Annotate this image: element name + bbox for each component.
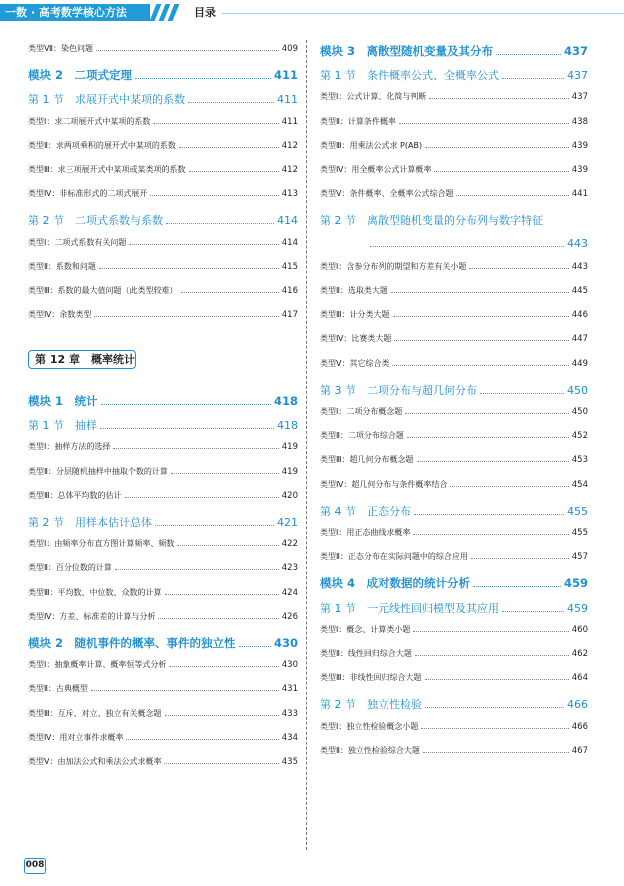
toc-entry-page: 433 xyxy=(281,708,298,719)
dot-leader xyxy=(96,45,279,51)
dot-leader xyxy=(181,287,279,293)
toc-entry-page: 415 xyxy=(281,261,298,272)
toc-entry-page: 414 xyxy=(277,214,298,228)
dot-leader xyxy=(370,239,564,247)
toc-entry-label: 第 1 节 条件概率公式、全概率公式 xyxy=(320,69,499,83)
dot-leader xyxy=(100,422,274,430)
toc-type-entry[interactable] xyxy=(28,116,298,127)
dot-leader xyxy=(417,457,569,463)
toc-entry-label: 类型Ⅲ：超几何分布概念题 xyxy=(320,455,414,465)
toc-entry-page: 455 xyxy=(567,504,588,518)
toc-entry-page: 459 xyxy=(567,601,588,615)
toc-type-entry[interactable] xyxy=(320,188,588,199)
dot-leader xyxy=(165,589,279,595)
toc-entry-page: 460 xyxy=(571,624,588,635)
toc-entry-page: 437 xyxy=(567,69,588,83)
toc-module-entry[interactable] xyxy=(320,575,588,591)
toc-entry-page: 450 xyxy=(571,407,588,417)
dot-leader xyxy=(164,758,278,764)
toc-module-entry[interactable] xyxy=(28,635,298,651)
toc-entry-label: 第 3 节 二项分布与超几何分布 xyxy=(320,383,477,397)
dot-leader xyxy=(391,287,569,293)
toc-entry-label: 第 2 节 独立性检验 xyxy=(320,698,422,712)
toc-entry-label: 类型Ⅱ：正态分布在实际问题中的综合应用 xyxy=(320,552,468,562)
dot-leader xyxy=(471,553,569,559)
toc-entry-page: 426 xyxy=(281,611,298,622)
toc-type-entry[interactable] xyxy=(320,406,588,417)
toc-entry-label: 类型Ⅰ：公式计算、化简与判断 xyxy=(320,92,427,102)
dot-leader xyxy=(434,166,568,172)
toc-entry-label: 类型Ⅱ：独立性检验综合大题 xyxy=(320,745,420,755)
toc-entry-page: 466 xyxy=(567,698,588,712)
toc-entry-page: 446 xyxy=(571,310,588,321)
toc-entry-label: 类型Ⅰ：抽象概率计算、概率恒等式分析 xyxy=(28,660,167,670)
toc-entry-label: 类型Ⅲ：平均数、中位数、众数的计算 xyxy=(28,587,162,597)
dot-leader xyxy=(115,565,279,571)
chapter-title[interactable]: 第 12 章 概率统计 xyxy=(28,350,136,369)
toc-type-entry[interactable] xyxy=(320,164,588,175)
header-rule xyxy=(222,13,624,14)
dot-leader xyxy=(423,747,569,753)
page-header xyxy=(0,0,624,28)
dot-leader xyxy=(413,529,568,535)
toc-type-entry[interactable] xyxy=(320,624,588,635)
dot-leader xyxy=(179,142,279,148)
dot-leader xyxy=(129,239,278,245)
dot-leader xyxy=(450,481,568,487)
toc-section-entry[interactable] xyxy=(28,417,298,433)
toc-entry-page: 430 xyxy=(273,636,298,650)
toc-entry-page: 454 xyxy=(571,479,588,490)
dot-leader xyxy=(502,72,564,80)
toc-entry-page: 459 xyxy=(563,576,588,591)
dot-leader xyxy=(405,408,568,414)
toc-entry-page: 431 xyxy=(281,684,298,695)
dot-leader xyxy=(101,397,271,405)
toc-type-entry[interactable] xyxy=(28,188,298,199)
dot-leader xyxy=(113,444,278,450)
toc-entry-label: 类型Ⅰ：概念、计算类小题 xyxy=(320,624,411,634)
toc-entry-page: 413 xyxy=(281,189,298,200)
toc-entry-page: 455 xyxy=(571,528,588,538)
toc-section-entry[interactable] xyxy=(320,237,588,250)
toc-type-entry[interactable] xyxy=(28,587,298,598)
toc-entry-label: 类型Ⅲ：非线性回归综合大题 xyxy=(320,673,422,683)
toc-section-title[interactable]: 第 2 节 离散型随机变量的分布列与数字特征 xyxy=(320,214,543,228)
toc-entry-page: 445 xyxy=(571,286,588,296)
toc-entry-label: 类型Ⅳ：方差、标准差的计算与分析 xyxy=(28,611,156,621)
toc-entry-label: 第 4 节 正态分布 xyxy=(320,504,411,518)
dot-leader xyxy=(239,639,271,647)
dot-leader xyxy=(94,311,278,317)
toc-type-entry[interactable] xyxy=(28,562,298,573)
toc-entry-label: 第 2 节 用样本估计总体 xyxy=(28,516,152,529)
toc-type-entry[interactable] xyxy=(320,672,588,683)
toc-type-entry[interactable] xyxy=(28,732,298,743)
toc-type-entry[interactable] xyxy=(28,43,298,54)
toc-entry-page: 441 xyxy=(571,189,588,200)
dot-leader xyxy=(421,723,568,729)
dot-leader xyxy=(502,604,564,612)
dot-leader xyxy=(125,492,279,498)
toc-entry-page: 422 xyxy=(281,539,298,550)
toc-entry-page: 418 xyxy=(277,419,298,433)
toc-entry-label: 模块 2 随机事件的概率、事件的独立性 xyxy=(28,636,236,650)
toc-label: 目录 xyxy=(194,6,216,19)
dot-leader xyxy=(425,142,569,148)
toc-entry-label: 类型Ⅱ：分层随机抽样中抽取个数的计算 xyxy=(28,466,168,476)
toc-entry-label: 类型Ⅰ：抽样方法的选择 xyxy=(28,442,111,452)
toc-type-entry[interactable] xyxy=(320,309,588,320)
toc-section-entry[interactable] xyxy=(320,382,588,398)
toc-section-entry[interactable] xyxy=(28,514,298,530)
toc-entry-label: 模块 3 离散型随机变量及其分布 xyxy=(320,44,494,58)
toc-section-entry[interactable] xyxy=(320,600,588,616)
toc-section-entry[interactable] xyxy=(320,696,588,712)
toc-entry-page: 449 xyxy=(571,358,588,369)
toc-entry-page: 467 xyxy=(571,745,588,756)
toc-type-entry[interactable] xyxy=(320,745,588,756)
toc-entry-label: 类型Ⅴ：条件概率、全概率公式综合题 xyxy=(320,189,454,199)
toc-entry-page: 437 xyxy=(563,44,588,58)
dot-leader xyxy=(414,507,564,515)
toc-type-entry[interactable] xyxy=(28,466,298,477)
dot-leader xyxy=(480,386,564,394)
toc-entry-label: 第 1 节 求展开式中某项的系数 xyxy=(28,93,185,107)
toc-entry-label: 类型Ⅳ：比赛类大题 xyxy=(320,334,392,344)
toc-entry-page: 411 xyxy=(281,116,298,127)
toc-type-entry[interactable] xyxy=(28,611,298,622)
dot-leader xyxy=(150,190,278,196)
toc-entry-label: 类型Ⅰ：二项式系数有关问题 xyxy=(28,237,127,247)
dot-leader xyxy=(188,96,274,104)
toc-entry-label: 类型Ⅳ：超几何分布与条件概率结合 xyxy=(320,479,448,489)
toc-type-entry[interactable] xyxy=(28,261,298,272)
toc-type-entry[interactable] xyxy=(320,648,588,659)
toc-type-entry[interactable] xyxy=(320,551,588,562)
toc-type-entry[interactable] xyxy=(28,490,298,501)
toc-entry-page: 453 xyxy=(571,455,588,466)
dot-leader xyxy=(393,311,569,317)
toc-type-entry[interactable] xyxy=(28,659,298,670)
toc-module-entry[interactable] xyxy=(320,43,588,59)
dot-leader xyxy=(425,674,569,680)
dot-leader xyxy=(171,468,279,474)
toc-entry-page: 438 xyxy=(571,116,588,127)
toc-entry-label: 类型Ⅰ：由频率分布直方图计算频率、频数 xyxy=(28,539,175,549)
toc-entry-label: 类型Ⅰ：二项分布概念题 xyxy=(320,407,403,416)
toc-entry-page: 419 xyxy=(281,466,298,477)
toc-entry-label: 模块 1 统计 xyxy=(28,394,98,408)
toc-entry-page: 414 xyxy=(281,237,298,248)
toc-entry-page: 439 xyxy=(571,140,588,151)
toc-section-entry[interactable] xyxy=(320,503,588,519)
toc-entry-label: 类型Ⅰ：用正态曲线求概率 xyxy=(320,528,411,537)
dot-leader xyxy=(91,686,279,692)
dot-leader xyxy=(158,613,278,619)
toc-type-entry[interactable] xyxy=(320,430,588,441)
toc-type-entry[interactable] xyxy=(28,164,298,175)
toc-section-entry[interactable] xyxy=(28,212,298,228)
toc-entry-label: 第 2 节 二项式系数与系数 xyxy=(28,214,163,228)
toc-entry-label: 类型Ⅱ：计算条件概率 xyxy=(320,116,396,126)
page-number: 008 xyxy=(24,858,46,874)
toc-module-entry[interactable] xyxy=(28,67,298,83)
dot-leader xyxy=(165,710,279,716)
toc-type-entry[interactable] xyxy=(28,683,298,694)
toc-entry-label: 类型Ⅱ：线性回归综合大题 xyxy=(320,649,412,658)
toc-entry-page: 435 xyxy=(281,757,298,767)
toc-entry-page: 418 xyxy=(273,394,298,408)
toc-entry-page: 412 xyxy=(281,140,298,151)
toc-entry-label: 类型Ⅱ：百分位数的计算 xyxy=(28,563,112,573)
dot-leader xyxy=(177,540,278,546)
dot-leader xyxy=(166,217,274,225)
toc-entry-label: 类型Ⅴ：其它综合类 xyxy=(320,358,390,368)
dot-leader xyxy=(425,701,564,709)
toc-type-entry[interactable] xyxy=(320,358,588,369)
toc-entry-label: 类型Ⅳ：用对立事件求概率 xyxy=(28,732,124,742)
toc-type-entry[interactable] xyxy=(28,140,298,151)
toc-entry-page: 409 xyxy=(281,44,298,54)
toc-entry-page: 439 xyxy=(571,165,588,175)
toc-entry-label: 类型Ⅳ：非标准形式的二项式展开 xyxy=(28,189,148,199)
dot-leader xyxy=(153,118,278,124)
toc-type-entry[interactable] xyxy=(320,479,588,490)
toc-entry-page: 430 xyxy=(281,660,298,671)
toc-entry-label: 类型Ⅶ：染色问题 xyxy=(28,44,93,53)
toc-entry-label: 类型Ⅱ：古典概型 xyxy=(28,684,88,694)
toc-entry-label: 类型Ⅰ：求二项展开式中某项的系数 xyxy=(28,116,151,126)
toc-type-entry[interactable] xyxy=(320,140,588,151)
toc-type-entry[interactable] xyxy=(320,116,588,127)
toc-entry-label: 类型Ⅲ：用乘法公式求 P(AB) xyxy=(320,140,423,150)
toc-entry-label: 模块 4 成对数据的统计分析 xyxy=(320,576,471,591)
toc-entry-page: 464 xyxy=(571,673,588,684)
toc-entry-label: 类型Ⅲ：互斥、对立、独立有关概念题 xyxy=(28,708,162,718)
dot-leader xyxy=(155,518,274,526)
dot-leader xyxy=(496,47,561,55)
toc-entry-page: 447 xyxy=(571,334,588,345)
toc-entry-page: 423 xyxy=(281,563,298,574)
toc-type-entry[interactable] xyxy=(320,261,588,272)
toc-type-entry[interactable] xyxy=(320,285,588,296)
toc-entry-label: 类型Ⅲ：系数的最大值问题（此类型较难） xyxy=(28,286,178,295)
header-stripes xyxy=(150,4,192,21)
toc-type-entry[interactable] xyxy=(28,237,298,248)
toc-entry-page: 424 xyxy=(281,587,298,598)
toc-entry-page: 462 xyxy=(571,649,588,659)
toc-entry-label: 类型Ⅳ：余数类型 xyxy=(28,310,92,320)
toc-entry-page: 417 xyxy=(281,310,298,321)
dot-leader xyxy=(99,263,279,269)
toc-section-entry[interactable] xyxy=(28,91,298,107)
toc-entry-label: 类型Ⅰ：独立性检验概念小题 xyxy=(320,721,419,731)
toc-entry-page: 457 xyxy=(571,552,588,563)
toc-entry-page: 420 xyxy=(281,490,298,501)
column-divider xyxy=(306,40,307,850)
toc-entry-label: 类型Ⅴ：由加法公式和乘法公式求概率 xyxy=(28,757,162,766)
toc-type-entry[interactable] xyxy=(28,309,298,320)
toc-entry-page: 416 xyxy=(281,286,298,296)
toc-entry-label: 类型Ⅱ：系数和问题 xyxy=(28,261,96,271)
toc-entry-page: 421 xyxy=(277,516,298,529)
dot-leader xyxy=(415,650,569,656)
toc-entry-page: 419 xyxy=(281,442,298,453)
toc-type-entry[interactable] xyxy=(28,285,298,296)
toc-entry-label: 第 1 节 一元线性回归模型及其应用 xyxy=(320,601,499,615)
dot-leader xyxy=(169,661,278,667)
toc-entry-label: 类型Ⅱ：二项分布综合题 xyxy=(320,431,404,441)
toc-entry-page: 466 xyxy=(571,721,588,732)
dot-leader xyxy=(407,432,569,438)
toc-entry-page: 437 xyxy=(571,92,588,103)
toc-type-entry[interactable] xyxy=(320,721,588,732)
dot-leader xyxy=(469,263,568,269)
toc-entry-label: 第 1 节 抽样 xyxy=(28,419,97,433)
toc-entry-label: 类型Ⅲ：计分类大题 xyxy=(320,310,390,320)
dot-leader xyxy=(392,360,568,366)
toc-entry-page: 412 xyxy=(281,165,298,175)
toc-entry-label: 类型Ⅲ：求三项展开式中某项或某类项的系数 xyxy=(28,165,186,174)
book-title: 一数 · 高考数学核心方法 xyxy=(0,4,150,21)
toc-entry-label: 类型Ⅱ：选取类大题 xyxy=(320,286,388,295)
toc-type-entry[interactable] xyxy=(28,708,298,719)
toc-module-entry[interactable] xyxy=(28,393,298,409)
toc-type-entry[interactable] xyxy=(28,441,298,452)
toc-entry-label: 类型Ⅳ：用全概率公式计算概率 xyxy=(320,165,432,174)
toc-entry-page: 443 xyxy=(567,236,588,250)
dot-leader xyxy=(135,71,271,79)
dot-leader xyxy=(413,626,568,632)
toc-section-entry[interactable] xyxy=(320,67,588,83)
dot-leader xyxy=(429,94,568,100)
toc-entry-label: 类型Ⅱ：求两项乘积的展开式中某项的系数 xyxy=(28,140,176,150)
toc-type-entry[interactable] xyxy=(320,454,588,465)
toc-type-entry[interactable] xyxy=(320,527,588,538)
dot-leader xyxy=(189,166,279,172)
toc-entry-label: 模块 2 二项式定理 xyxy=(28,68,133,83)
toc-type-entry[interactable] xyxy=(28,756,298,767)
toc-type-entry[interactable] xyxy=(28,538,298,549)
toc-entry-page: 452 xyxy=(571,431,588,442)
toc-type-entry[interactable] xyxy=(320,333,588,344)
toc-entry-label: 类型Ⅲ：总体平均数的估计 xyxy=(28,490,122,500)
dot-leader xyxy=(473,580,561,588)
dot-leader xyxy=(399,118,569,124)
toc-entry-label: 类型Ⅰ：含参分布列的期望和方差有关小题 xyxy=(320,261,467,271)
toc-entry-page: 443 xyxy=(571,261,588,272)
toc-entry-page: 411 xyxy=(277,93,298,107)
dot-leader xyxy=(456,190,568,196)
toc-entry-page: 450 xyxy=(567,383,588,397)
toc-entry-page: 411 xyxy=(273,68,298,83)
toc-type-entry[interactable] xyxy=(320,91,588,102)
dot-leader xyxy=(394,336,568,342)
dot-leader xyxy=(126,734,278,740)
toc-entry-page: 434 xyxy=(281,732,298,743)
